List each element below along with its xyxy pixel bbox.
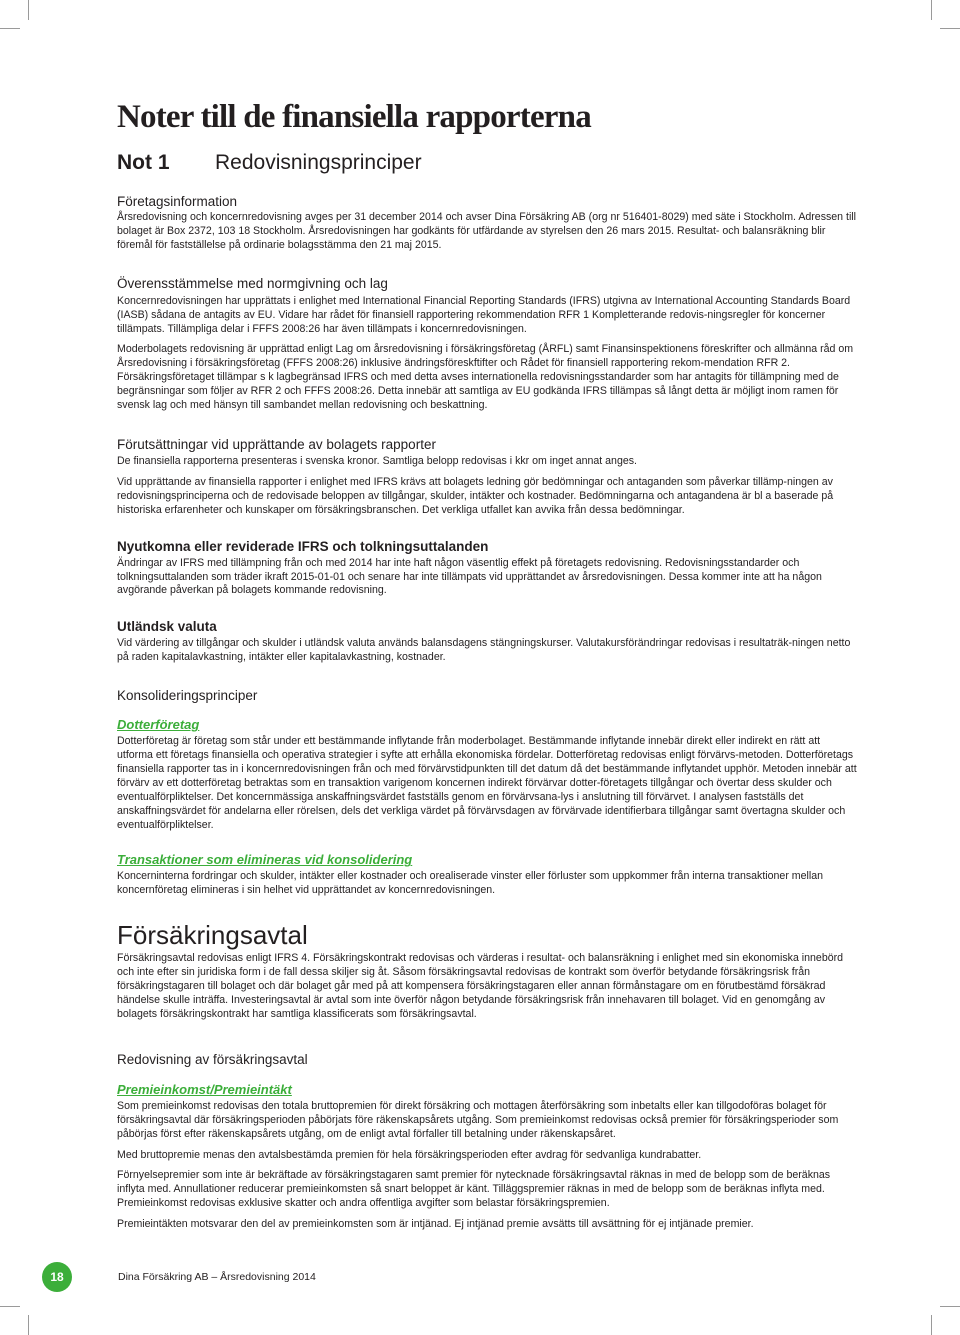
paragraph: Vid upprättande av finansiella rapporter i enlighet med IFRS krävs att bolagets ledning gör bedömningar och antaganden som påverkar tillämp-ningen av redovisningsprinciperna och de redovisade beloppen av tillgångar, skulder, intäkter och kostnader. Bedömningarna och antagandena är bl a baserade på historiska erfarenheter och kunskaper om försäkringsbranschen. Det verkliga utfallet kan avvika från dessa bedömningar. (117, 475, 834, 516)
paragraph: Vid värdering av tillgångar och skulder i utländsk valuta används balansdagens stängningskurser. Valutakursförändringar redovisas i resultaträk-ningen netto på raden kapitalavkastning, intäkter eller kapitalavkastning, kostnader. (117, 637, 851, 664)
section-heading: Redovisning av försäkringsavtal (117, 1051, 308, 1067)
paragraph: Koncernredovisningen har upprättats i enlighet med International Financial Reporting Standards (IFRS) utgivna av International Accounting Standards Board (IASB) sådana de antagits av EU. Vidare har rådet för finansiell rapportering rekommendation RFR 1 Kompletterande redovis-ningsregler för koncerner tillämpats. Tillämpliga delar i FFFS 2008:26 har även tillämpats i koncernredovisningen. (117, 294, 851, 335)
paragraph: Premieintäkten motsvarar den del av premieinkomsten som är intjänad. Ej intjänad premie avsätts till avsättning för ej intjänade premier. (117, 1218, 754, 1231)
subsection-heading: Dotterföretag (117, 717, 200, 733)
note-heading (117, 150, 857, 176)
paragraph: Ändringar av IFRS med tillämpning från och med 2014 har inte haft någon väsentlig effekt på företagets redovisning. Redovisningsstandarder och tolkningsuttalanden som träder ikraft 2015-01-01 och senare har inte tillämpats vid upprättandet av årsredovisningen. Dessa kommer inte att ha någon avgörande påverkan på bolagets kommande redovisning. (117, 556, 822, 597)
crop-mark (28, 0, 49, 20)
crop-mark (28, 1315, 49, 1335)
page-content (117, 98, 857, 1232)
paragraph: Årsredovisning och koncernredovisning avges per 31 december 2014 och avser Dina Försäkring AB (org nr 516401-8029) med säte i Stockholm. Adressen till bolaget är Box 2372, 103 18 Stockholm. Årsredovisningen har godkänts för utfärdande av styrelsen den 26 mars 2015. Resultat- och balansräkning blir föremål för fastställelse på ordinarie bolagsstämma den 21 maj 2015. (117, 211, 857, 251)
paragraph: Försäkringsavtal redovisas enligt IFRS 4. Försäkringskontrakt redovisas och värderas i resultat- och balansräkning i enlighet med sin ekonomiska innebörd och inte efter sin juridiska form i de fall dessa skiljer sig åt. Såsom försäkringsavtal redovisas de kontrakt som överför betydande försäkringsrisk från försäkringstagaren till bolaget och där bolaget går med på att kompensera försäkringstagaren eller annan förmånstagare om en förutbestämd försäkrad händelse skulle inträffa. Investeringsavtal är avtal som inte överför någon betydande försäkringsrisk från innehavaren till bolaget. Vid en genomgång av bolagets försäkringskontrakt har samtliga klassificerats som försäkringsavtal. (117, 952, 844, 1020)
crop-mark (911, 0, 932, 20)
paragraph: Med bruttopremie menas den avtalsbestämda premien för hela försäkringsperioden efter avdrag för sedvanliga kundrabatter. (117, 1148, 702, 1161)
paragraph: Moderbolagets redovisning är upprättad enligt Lag om årsredovisning i försäkringsföretag (ÅRFL) samt Finansinspektionens föreskrifter och allmänna råd om Årsredovisning i försäkringsföretag (FFFS 2008:26) inklusive ändringsföreskftifter och Rådet för finansiell rapportering rekom-mendation RFR 2. Försäkringsföretaget tillämpar s k lagbegränsad IFRS och med detta avses internationella redovisningsstandarder som har antagits för tillämpning med de begränsningar som följer av RFR 2 och FFFS 2008:26. Detta innebär att samtliga av EU godkända IFRS tillämpas så långt detta är möjligt inom ramen för svensk lag och med hänsyn till sambandet mellan redovisning och beskattning. (117, 343, 854, 412)
paragraph: Som premieinkomst redovisas den totala bruttopremien för direkt försäkring och mottagen återförsäkring som inbetalts eller kan tillgodoföras bolaget för försäkringsavtal där försäkringsperioden påbörjats före räkenskapsårets utgång. Som premieinkomst redovisas också premier för försäkringsperioder som påbörjas först efter räkenskapsårets utgång, om de enligt avtal förfaller till betalning under räkenskapsåret. (117, 1099, 839, 1140)
page-footer (42, 1262, 316, 1292)
section-heading: Konsolideringsprinciper (117, 688, 258, 704)
section-heading: Nyutkomna eller reviderade IFRS och tolkningsuttalanden (117, 538, 489, 554)
section-heading: Företagsinformation (117, 194, 238, 209)
note-title: Redovisningsprinciper (215, 151, 422, 174)
section-heading: Utländsk valuta (117, 619, 217, 635)
paragraph: Koncerninterna fordringar och skulder, intäkter eller kostnader och orealiserade vinster eller förluster som uppkommer från interna transaktioner mellan koncernföretag elimineras i sin helhet vid upprättandet av koncernredovisningen. (117, 870, 824, 897)
crop-mark (940, 1306, 960, 1307)
crop-mark (0, 28, 20, 29)
subsection-heading: Transaktioner som elimineras vid konsolidering (117, 852, 413, 868)
crop-mark (911, 1315, 932, 1335)
paragraph: De finansiella rapporterna presenteras i svenska kronor. Samtliga belopp redovisas i kkr om inget annat anges. (117, 454, 637, 467)
section-heading: Förutsättningar vid upprättande av bolagets rapporter (117, 436, 436, 452)
crop-mark (0, 1306, 20, 1307)
page-title: Noter till de finansiella rapporterna (117, 99, 591, 135)
paragraph: Dotterföretag är företag som står under ett bestämmande inflytande från moderbolaget. Bestämmande inflytande innebär direkt eller indirekt en rätt att utforma ett företags finansiella och operativa strategier i syfte att erhålla ekonomiska fördelar. Dotterföretag redovisas enligt förvärvs-metoden. Dotterföretags finansiella rapporter tas in i koncernredovisningen från och med förvärvstidpunkten till det datum då det bestämmande inflytandet upphör. Metoden innebär att förvärv av ett dotterföretag betraktas som en transaktion varigenom koncernen indirekt förvärvar dotter-företagets tillgångar och övertar dess skulder och eventualförpliktelser. Det koncernmässiga anskaffningsvärdet fastställs genom en förvärvsana-lys i anslutning till förvärvet. I analysen fastställs det anskaffningsvärdet för andelarna eller rörelsen, dels det verkliga värdet på förvärvsdagen av förvärvade identifierbara tillgångar samt övertagna skulder och eventualförpliktelser. (117, 735, 857, 831)
crop-mark (940, 28, 960, 29)
section-heading: Överensstämmelse med normgivning och lag (117, 275, 388, 291)
subsection-heading: Premieinkomst/Premieintäkt (117, 1081, 292, 1097)
section-heading-large: Försäkringsavtal (117, 920, 308, 951)
footer-text: Dina Försäkring AB – Årsredovisning 2014 (118, 1271, 316, 1283)
paragraph: Förnyelsepremier som inte är bekräftade av försäkringstagaren samt premier för nytecknade försäkringsavtal räknas in med de belopp som de beräknas inflyta med. Annullationer reducerar premieinkomsten så snart beloppet är känt. Tilläggspremier räknas in med de belopp som de beräknas inflyta med. Premieinkomst redovisas exklusive skatter och andra offentliga avgifter som belastar försäkringspremien. (117, 1169, 831, 1210)
page-number-badge: 18 (42, 1262, 72, 1292)
note-number: Not 1 (117, 151, 170, 174)
